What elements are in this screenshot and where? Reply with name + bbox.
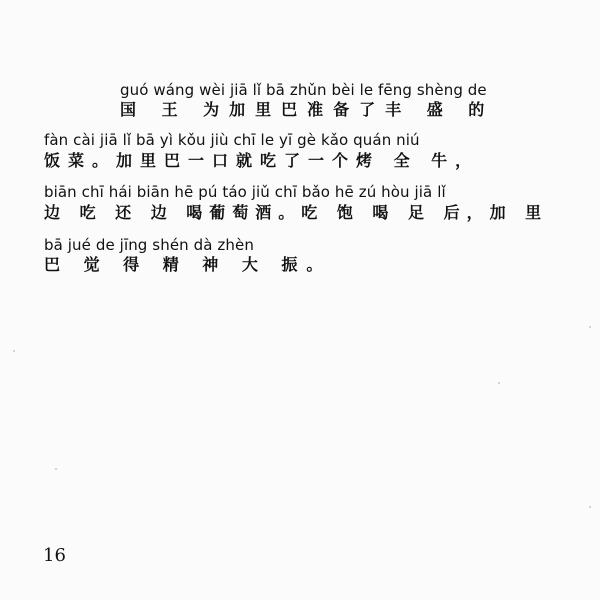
page-speck-5 (589, 506, 591, 508)
page-speck-4 (589, 326, 591, 328)
pinyin-line-3: biān chī hái biān hē pú táo jiǔ chī bǎo hē zú hòu jiā lǐ (44, 183, 446, 201)
pinyin-line-4: bā jué de jīng shén dà zhèn (44, 236, 254, 254)
pinyin-line-1: guó wáng wèi jiā lǐ bā zhǔn bèi le fēng shèng de (120, 81, 487, 99)
hanzi-line-3: 边 吃 还 边 喝葡萄酒。吃 饱 喝 足 后，加 里 (44, 203, 549, 222)
pinyin-line-2: fàn cài jiā lǐ bā yì kǒu jiù chī le yī gè kǎo quán niú (44, 131, 420, 149)
page-speck-3 (498, 382, 500, 384)
hanzi-line-2: 饭菜。加里巴一口就吃了一个烤 全 牛， (44, 151, 480, 170)
page-speck-2 (55, 468, 57, 470)
page-number: 16 (43, 545, 66, 566)
hanzi-line-1: 国 王 为加里巴准备了丰 盛 的 (120, 100, 495, 119)
page-speck-1 (13, 350, 15, 352)
hanzi-line-4: 巴 觉 得 精 神 大 振。 (44, 255, 332, 274)
